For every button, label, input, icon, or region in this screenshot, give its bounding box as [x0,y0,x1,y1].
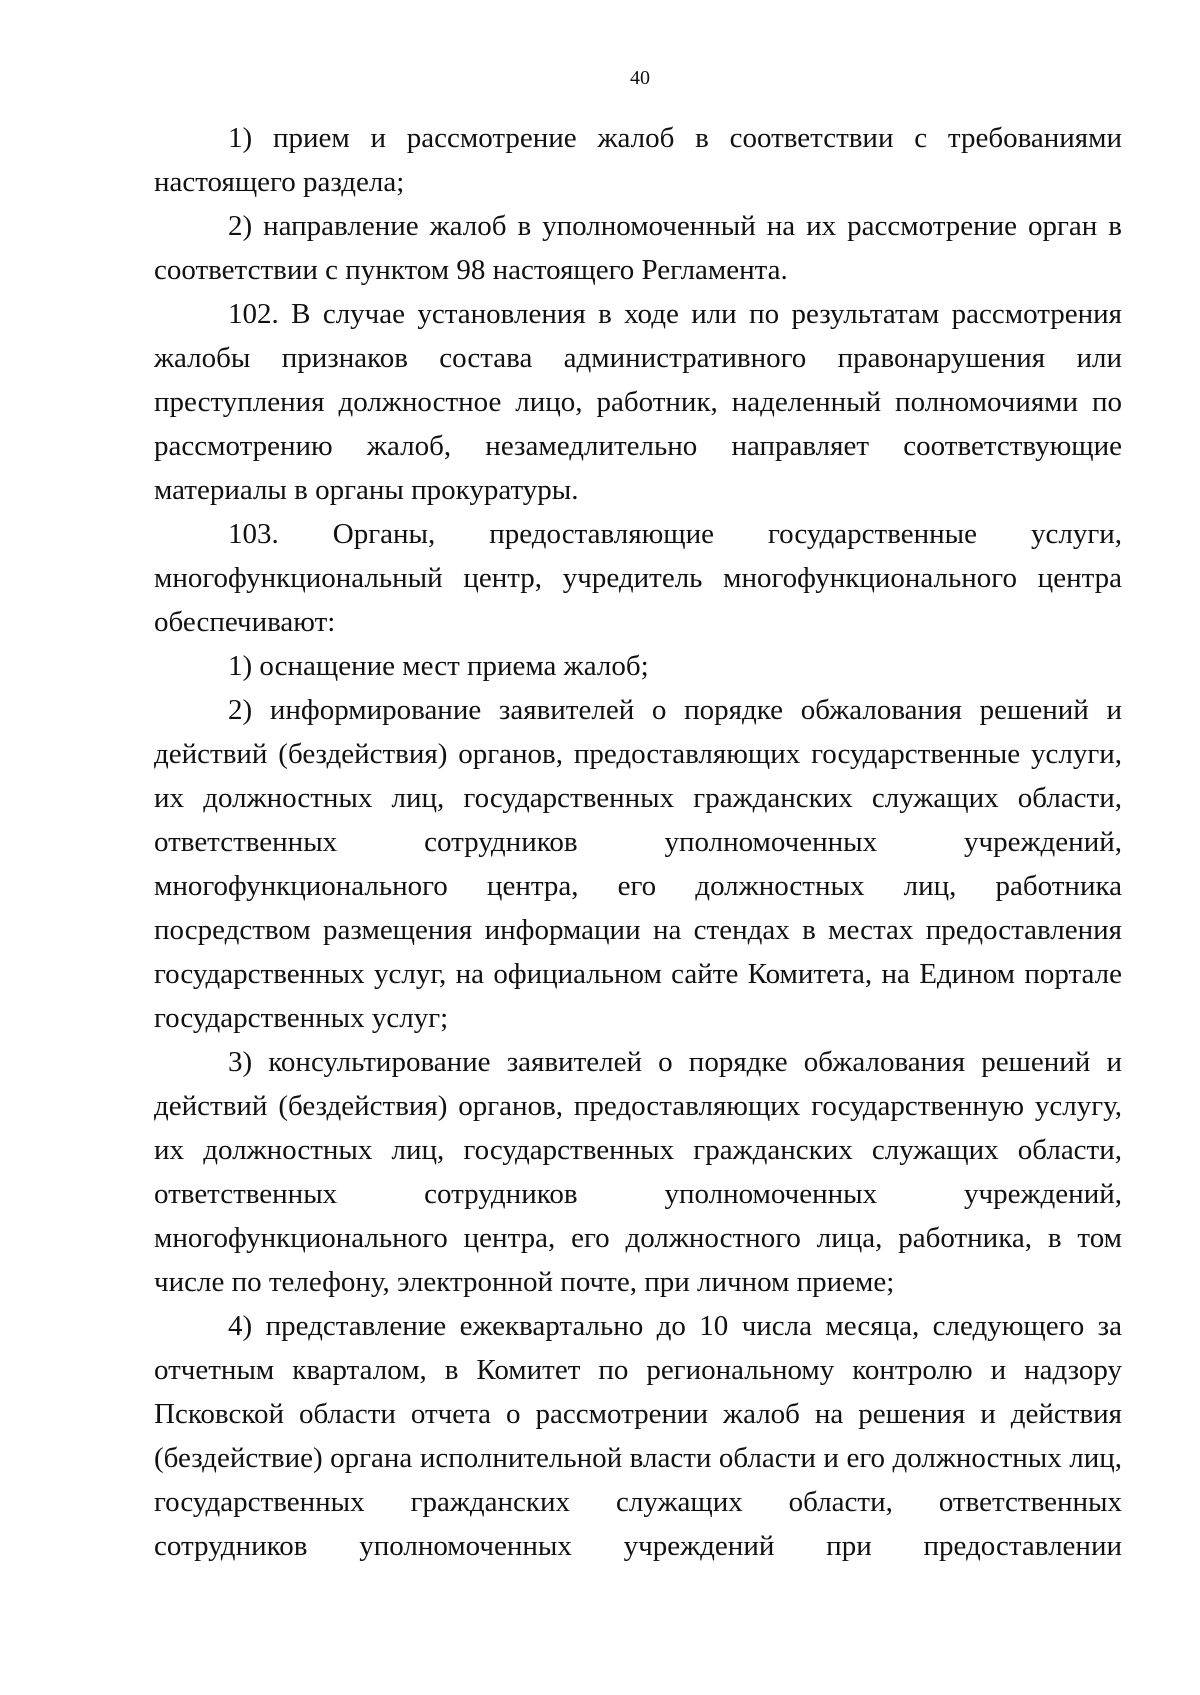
paragraph-103-item-1: 1) оснащение мест приема жалоб; [228,650,649,682]
paragraph-item-1: 1) прием и рассмотрение жалоб в соответствии с требованиями настоящего раздела; [154,122,1122,198]
paragraph-102: 102. В случае установления в ходе или по результатам рассмотрения жалобы признаков состава административного правонарушения или преступления должностное лицо, работник, наделенный полномочиями по рассмотрению жалоб, незамедлительно направляет соответствующие материалы в органы прокуратуры. [154,298,1122,506]
paragraph-103-item-3: 3) консультирование заявителей о порядке обжалования решений и действий (бездействия) органов, предоставляющих государственную услугу, их должностных лиц, государственных гражданских служащих области, ответственных сотрудников уполномоченных учреждений, многофункционального центра, его должностного лица, работника, в том числе по телефону, электронной почте, при личном приеме; [154,1046,1122,1298]
paragraph-item-2: 2) направление жалоб в уполномоченный на их рассмотрение орган в соответствии с пунктом 98 настоящего Регламента. [154,210,1122,286]
paragraph-103: 103. Органы, предоставляющие государственные услуги, многофункциональный центр, учредитель многофункционального центра обеспечивают: [154,518,1122,638]
paragraph-103-item-2: 2) информирование заявителей о порядке обжалования решений и действий (бездействия) органов, предоставляющих государственные услуги, их должностных лиц, государственных гражданских служащих области, ответственных сотрудников уполномоченных учреждений, многофункционального центра, его должностных лиц, работника посредством размещения информации на стендах в местах предоставления государственных услуг, на официальном сайте Комитета, на Едином портале государственных услуг; [154,694,1122,1034]
document-body [154,116,1122,1568]
paragraph-103-item-4: 4) представление ежеквартально до 10 числа месяца, следующего за отчетным кварталом, в Комитет по региональному контролю и надзору Псковской области отчета о рассмотрении жалоб на решения и действия (бездействие) органа исполнительной власти области и его должностных лиц, государственных гражданских служащих области, ответственных сотрудников уполномоченных учреждений при предоставлении [154,1310,1122,1562]
page-number: 40 [630,67,650,89]
